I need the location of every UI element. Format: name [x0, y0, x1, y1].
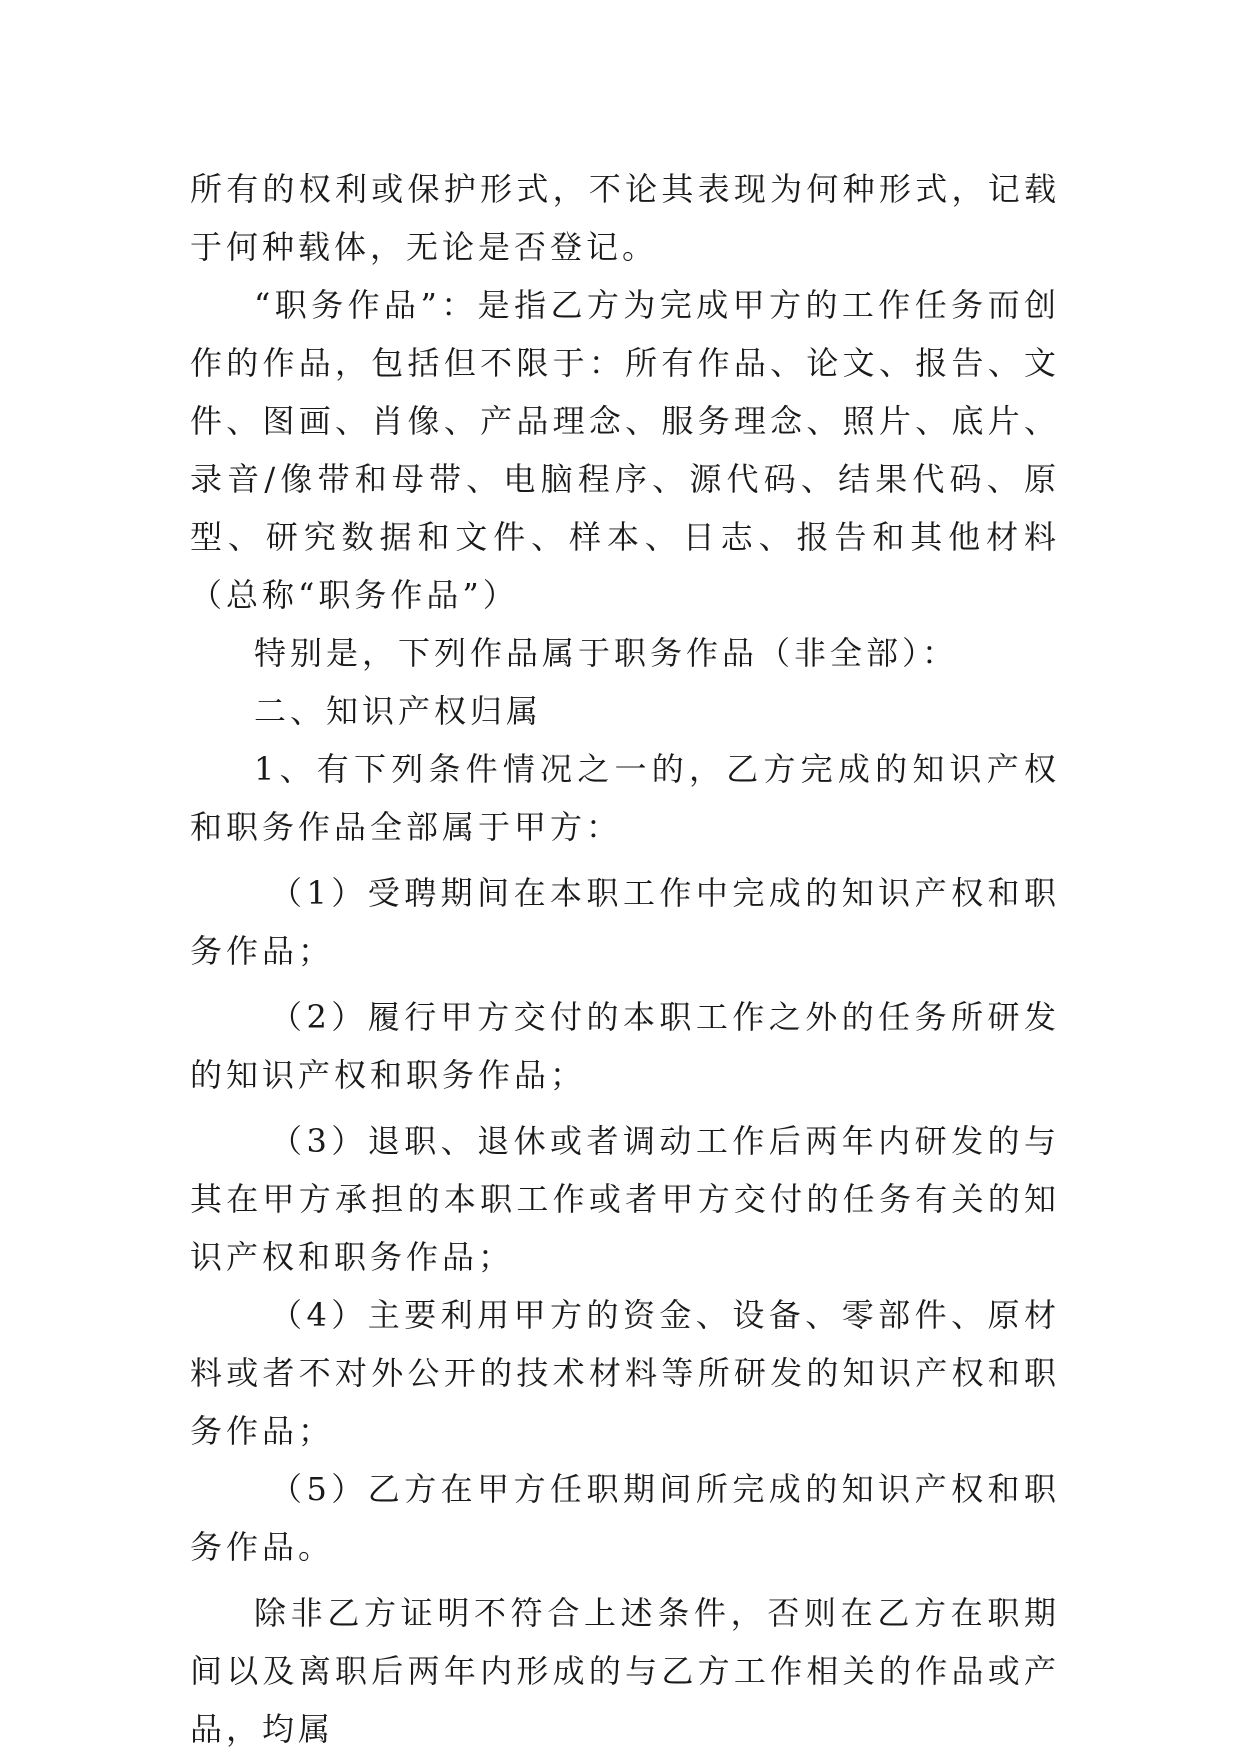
- list-item-4: （4）主要利用甲方的资金、设备、零部件、原材料或者不对外公开的技术材料等所研发的知识产权和职务作品；: [190, 1296, 1060, 1450]
- list-item-2: （2）履行甲方交付的本职工作之外的任务所研发的知识产权和职务作品；: [190, 998, 1060, 1094]
- paragraph-clause-1: 1、有下列条件情况之一的，乙方完成的知识产权和职务作品全部属于甲方：: [190, 750, 1060, 846]
- list-item-1: （1）受聘期间在本职工作中完成的知识产权和职务作品；: [190, 874, 1060, 970]
- list-item-3: （3）退职、退休或者调动工作后两年内研发的与其在甲方承担的本职工作或者甲方交付的任务有关的知识产权和职务作品；: [190, 1122, 1060, 1276]
- paragraph-definition-work: “职务作品”：是指乙方为完成甲方的工作任务而创作的作品，包括但不限于：所有作品、论文、报告、文件、图画、肖像、产品理念、服务理念、照片、底片、录音/像带和母带、电脑程序、源代码、结果代码、原型、研究数据和文件、样本、日志、报告和其他材料（总称“职务作品”）: [190, 286, 1060, 614]
- document-body: [190, 160, 1060, 1758]
- paragraph-continuation: 所有的权利或保护形式，不论其表现为何种形式，记载于何种载体，无论是否登记。: [190, 170, 1060, 266]
- list-item-5: （5）乙方在甲方任职期间所完成的知识产权和职务作品。: [190, 1470, 1060, 1566]
- paragraph-special-note: 特别是，下列作品属于职务作品（非全部）：: [254, 634, 959, 672]
- paragraph-conclusion: 除非乙方证明不符合上述条件，否则在乙方在职期间以及离职后两年内形成的与乙方工作相关的作品或产品，均属: [190, 1594, 1060, 1748]
- section-heading-ip-ownership: 二、知识产权归属: [254, 692, 543, 730]
